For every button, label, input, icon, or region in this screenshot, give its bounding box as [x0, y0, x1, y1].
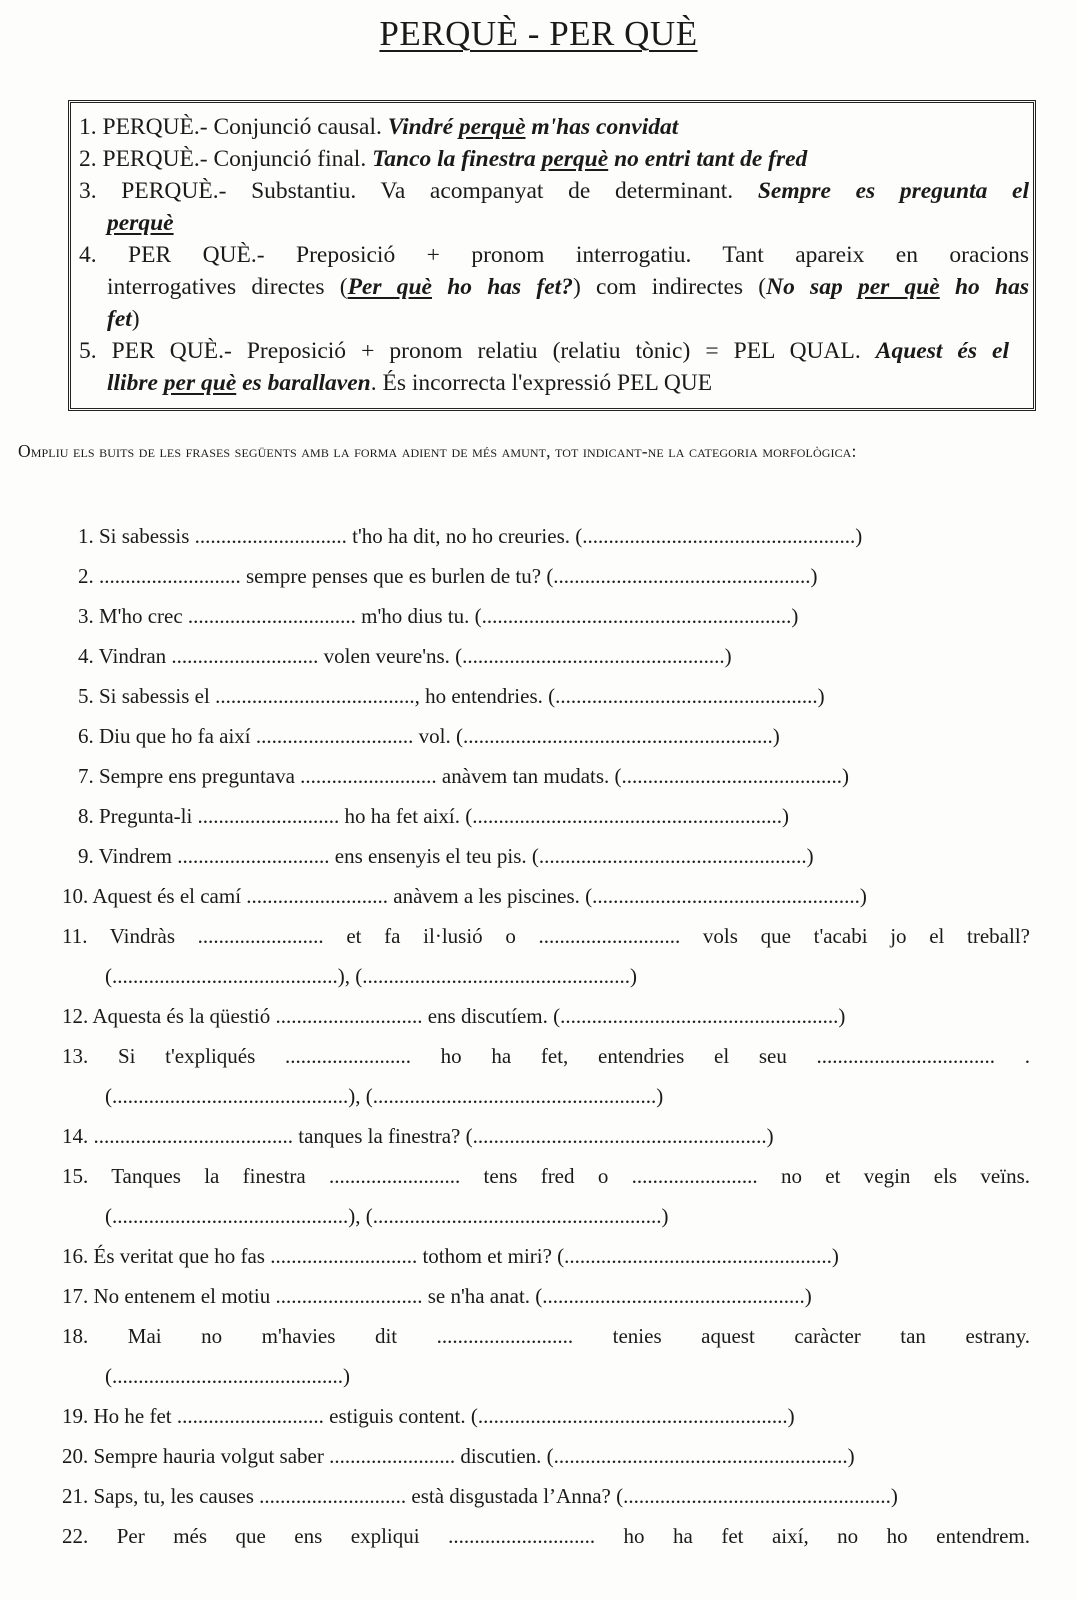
exercise-item: 1. Si sabessis ............................. t'ho ha dit, no ho creuries. (....................................................)	[78, 524, 863, 548]
rule-1: 1. PERQUÈ.- Conjunció causal. Vindré perquè m'has convidat	[79, 114, 679, 140]
exercise-item: 9. Vindrem ............................. ens ensenyis el teu pis. (...................................................)	[78, 844, 814, 868]
rules-box	[68, 100, 1036, 411]
page-title: PERQUÈ - PER QUÈ	[379, 14, 698, 53]
exercise-item: 6. Diu que ho fa així .............................. vol. (...........................................................)	[78, 724, 780, 748]
exercise-item-cont: (...........................................), (...................................................)	[105, 964, 637, 988]
instructions: Ompliu els buits de les frases següents amb la forma adient de més amunt, tot indicant-ne la categoria morfològica:	[18, 441, 857, 461]
exercise-item: 22. Per més que ens expliqui ............................ ho ha fet així, no ho entendrem.	[62, 1524, 1030, 1548]
exercise-item-cont: (.............................................), (......................................................)	[105, 1084, 664, 1108]
rule-3: 3. PERQUÈ.- Substantiu. Va acompanyat de determinant. Sempre es pregunta el	[79, 178, 1029, 204]
exercise-item: 17. No entenem el motiu ............................ se n'ha anat. (..................................................)	[62, 1284, 812, 1308]
exercise-item: 11. Vindràs ........................ et fa il·lusió o ........................... vols que t'acabi jo el treball?	[62, 924, 1030, 948]
rule-4: 4. PER QUÈ.- Preposició + pronom interrogatiu. Tant apareix en oracions	[79, 242, 1029, 268]
exercise-item: 13. Si t'expliqués ........................ ho ha fet, entendries el seu .................................. .	[62, 1044, 1030, 1068]
exercise-item: 8. Pregunta-li ........................... ho ha fet així. (...........................................................)	[78, 804, 790, 828]
exercise-item: 2. ........................... sempre penses que es burlen de tu? (.................................................)	[78, 564, 818, 588]
exercise-item: 16. És veritat que ho fas ............................ tothom et miri? (...................................................)	[62, 1244, 839, 1268]
rule-4-line2: interrogatives directes (Per què ho has fet?) com indirectes (No sap per què ho has	[107, 274, 1029, 300]
exercise-item: 18. Mai no m'havies dit .......................... tenies aquest caràcter tan estrany.	[62, 1324, 1030, 1348]
exercise-item: 14. ...................................... tanques la finestra? (........................................................)	[62, 1124, 774, 1148]
exercise-item: 4. Vindran ............................ volen veure'ns. (..................................................)	[78, 644, 732, 668]
exercise-item: 15. Tanques la finestra ......................... tens fred o ........................ no et vegin els veïns.	[62, 1164, 1030, 1188]
exercise-item: 7. Sempre ens preguntava .......................... anàvem tan mudats. (..........................................)	[78, 764, 850, 788]
rule-5-line2: llibre per què es barallaven. És incorrecta l'expressió PEL QUE	[107, 370, 713, 396]
rule-4-line3: fet)	[107, 306, 140, 332]
exercise-item: 21. Saps, tu, les causes ............................ està disgustada l’Anna? (...................................................)	[62, 1484, 898, 1508]
exercise-item: 3. M'ho crec ................................ m'ho dius tu. (...........................................................)	[78, 604, 799, 628]
exercise-item-cont: (.............................................), (.......................................................)	[105, 1204, 669, 1228]
exercise-item: 10. Aquest és el camí ........................... anàvem a les piscines. (...................................................)	[62, 884, 867, 908]
exercise-item: 20. Sempre hauria volgut saber ........................ discutien. (........................................................)	[62, 1444, 855, 1468]
rule-3-cont: perquè	[107, 210, 174, 236]
exercise-item: 12. Aquesta és la qüestió ............................ ens discutíem. (.....................................................)	[62, 1004, 846, 1028]
rule-2: 2. PERQUÈ.- Conjunció final. Tanco la finestra perquè no entri tant de fred	[79, 146, 808, 172]
rule-5: 5. PER QUÈ.- Preposició + pronom relatiu (relatiu tònic) = PEL QUAL. Aquest és el	[79, 338, 1009, 364]
exercise-item-cont: (............................................)	[105, 1364, 350, 1388]
exercise-item: 5. Si sabessis el ......................................, ho entendries. (..................................................)	[78, 684, 825, 708]
exercise-item: 19. Ho he fet ............................ estiguis content. (...........................................................)	[62, 1404, 795, 1428]
